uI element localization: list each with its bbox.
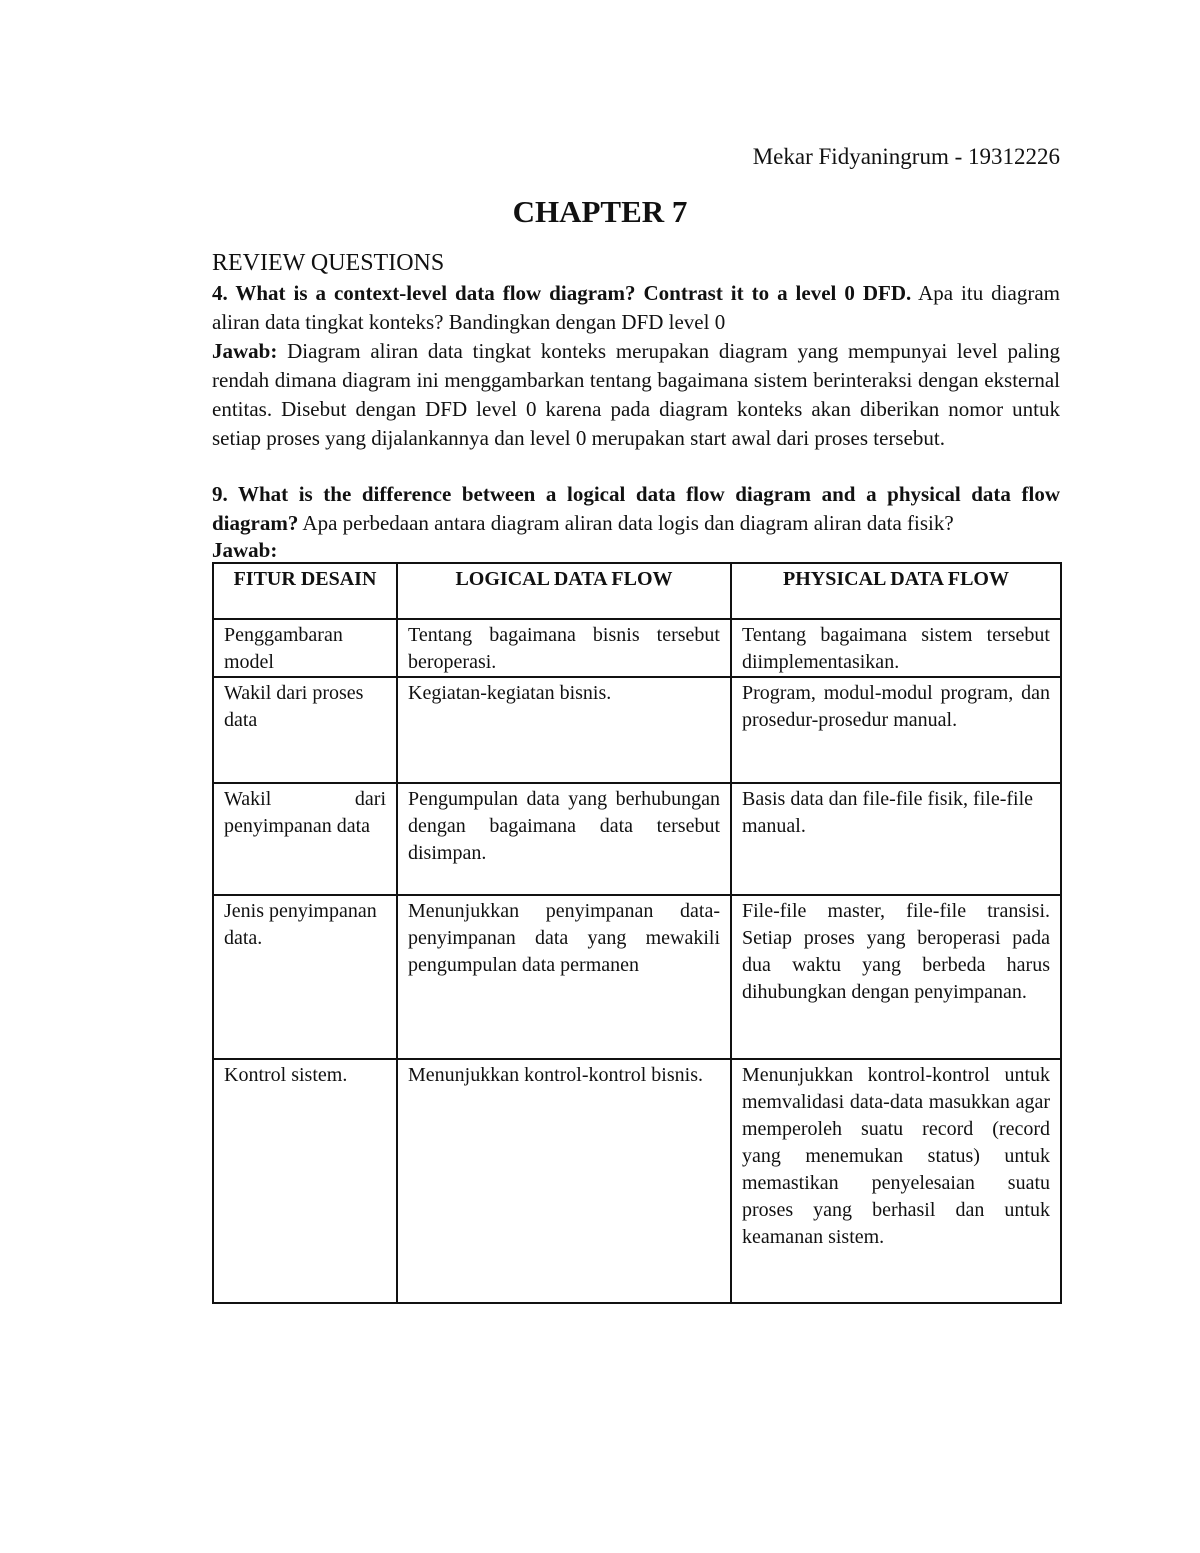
table-header-cell: LOGICAL DATA FLOW: [397, 563, 731, 619]
table-cell-logical: Kegiatan-kegiatan bisnis.: [397, 677, 731, 783]
table-header-cell: FITUR DESAIN: [213, 563, 397, 619]
table-cell-physical: Tentang bagaimana sistem tersebut diimplementasikan.: [731, 619, 1061, 677]
table-cell-logical: Tentang bagaimana bisnis tersebut beroperasi.: [397, 619, 731, 677]
table-cell-feature: Penggambaran model: [213, 619, 397, 677]
table-cell-logical: Menunjukkan kontrol-kontrol bisnis.: [397, 1059, 731, 1303]
document-body: [212, 247, 1060, 1304]
table-row: [213, 895, 1061, 1059]
table-header-row: [213, 563, 1061, 619]
table-cell-logical: Menunjukkan penyimpanan data-penyimpanan data yang mewakili pengumpulan data permanen: [397, 895, 731, 1059]
table-row: [213, 783, 1061, 895]
question-9-text: 9. What is the difference between a logical data flow diagram and a physical data flow diagram?: [212, 482, 1060, 535]
author-line: Mekar Fidyaningrum - 19312226: [752, 144, 1060, 169]
table-cell-physical: Basis data dan file-file fisik, file-file manual.: [731, 783, 1061, 895]
question-4-translation: Apa itu diagram aliran data tingkat konteks? Bandingkan dengan DFD level 0: [212, 281, 1060, 334]
table-cell-physical: Program, modul-modul program, dan prosedur-prosedur manual.: [731, 677, 1061, 783]
table-cell-logical: Pengumpulan data yang berhubungan dengan bagaimana data tersebut disimpan.: [397, 783, 731, 895]
answer-4-text: Diagram aliran data tingkat konteks merupakan diagram yang mempunyai level paling rendah dimana diagram ini menggambarkan tentang bagaimana sistem berinteraksi dengan eksternal entitas. Disebut dengan DFD level 0 karena pada diagram konteks akan diberikan nomor untuk setiap proses yang dijalankannya dan level 0 merupakan start awal dari proses tersebut.: [212, 339, 1060, 450]
table-cell-feature: Wakil dari proses data: [213, 677, 397, 783]
table-cell-feature: Jenis penyimpanan data.: [213, 895, 397, 1059]
question-4-text: 4. What is a context-level data flow diagram? Contrast it to a level 0 DFD.: [212, 281, 912, 305]
table-cell-feature: Wakil dari penyimpanan data: [213, 783, 397, 895]
table-cell-feature: Kontrol sistem.: [213, 1059, 397, 1303]
section-heading: REVIEW QUESTIONS: [212, 250, 445, 276]
question-9-translation: Apa perbedaan antara diagram aliran data logis dan diagram aliran data fisik?: [298, 511, 954, 535]
table-header-cell: PHYSICAL DATA FLOW: [731, 563, 1061, 619]
table-cell-physical: File-file master, file-file transisi. Setiap proses yang beroperasi pada dua waktu yang berbeda harus dihubungkan dengan penyimpanan.: [731, 895, 1061, 1059]
table-row: [213, 619, 1061, 677]
question-9: [212, 480, 1060, 538]
table-row: [213, 677, 1061, 783]
answer-4: [212, 337, 1060, 453]
answer-9-label-line: [212, 538, 1060, 562]
answer-4-label: Jawab:: [212, 339, 278, 363]
table-cell-physical: Menunjukkan kontrol-kontrol untuk memvalidasi data-data masukkan agar memperoleh suatu record (record yang menemukan status) untuk memastikan penyelesaian suatu proses yang berhasil dan untuk keamanan sistem.: [731, 1059, 1061, 1303]
comparison-table: [212, 562, 1062, 1304]
table-row: [213, 1059, 1061, 1303]
answer-9-label: Jawab:: [212, 538, 278, 562]
spacer: [212, 453, 1060, 480]
chapter-title: CHAPTER 7: [512, 194, 688, 229]
question-4: [212, 279, 1060, 337]
